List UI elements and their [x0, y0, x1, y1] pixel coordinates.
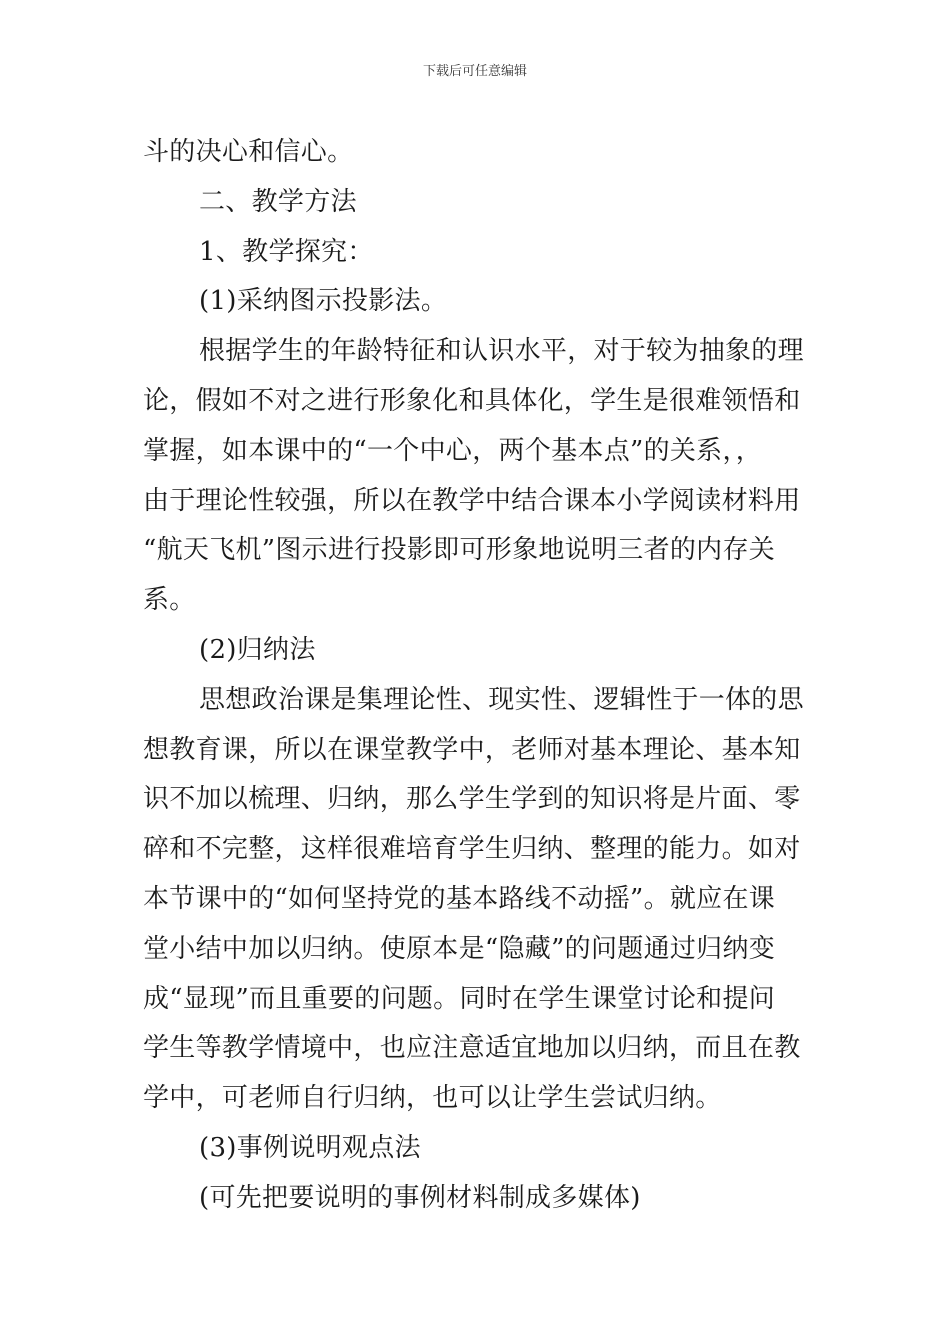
document-body — [143, 128, 809, 1224]
text-line: 由于理论性较强，所以在教学中结合课本小学阅读材料用 — [143, 485, 801, 516]
text-line: 学生等教学情境中，也应注意适宜地加以归纳，而且在教 — [143, 1033, 801, 1064]
page-header: 下载后可任意编辑 — [422, 64, 527, 79]
text-line: 学中，可老师自行归纳，也可以让学生尝试归纳。 — [143, 1083, 722, 1114]
text-line: 思想政治课是集理论性、现实性、逻辑性于一体的思 — [199, 684, 804, 715]
subsection-heading: 1、教学探究： — [199, 236, 374, 267]
text-line: 本节课中的“如何坚持党的基本路线不动摇”。就应在课 — [143, 883, 776, 914]
text-line: 论，假如不对之进行形象化和具体化，学生是很难领悟和 — [143, 385, 801, 416]
text-line: 斗的决心和信心。 — [143, 137, 354, 167]
text-line: 掌握，如本课中的“一个中心，两个基本点”的关系，， — [143, 435, 763, 466]
text-line: 识不加以梳理、归纳，那么学生学到的知识将是片面、零 — [143, 784, 801, 815]
method-heading: (1)采纳图示投影法。 — [199, 286, 448, 317]
method-heading: (3)事例说明观点法 — [199, 1132, 421, 1163]
text-line: 根据学生的年龄特征和认识水平，对于较为抽象的理 — [199, 336, 804, 367]
text-line: 碎和不完整，这样很难培育学生归纳、整理的能力。如对 — [143, 834, 801, 865]
method-heading: (2)归纳法 — [199, 634, 316, 665]
text-line: 堂小结中加以归纳。使原本是“隐藏”的问题通过归纳变 — [143, 933, 776, 964]
text-line: “航天飞机”图示进行投影即可形象地说明三者的内存关 — [143, 535, 776, 566]
text-line: 系。 — [143, 585, 196, 616]
text-line: (可先把要说明的事例材料制成多媒体) — [199, 1182, 641, 1213]
section-heading: 二、教学方法 — [199, 186, 357, 217]
text-line: 想教育课，所以在课堂教学中，老师对基本理论、基本知 — [143, 734, 801, 765]
text-line: 成“显现”而且重要的问题。同时在学生课堂讨论和提问 — [143, 983, 776, 1014]
